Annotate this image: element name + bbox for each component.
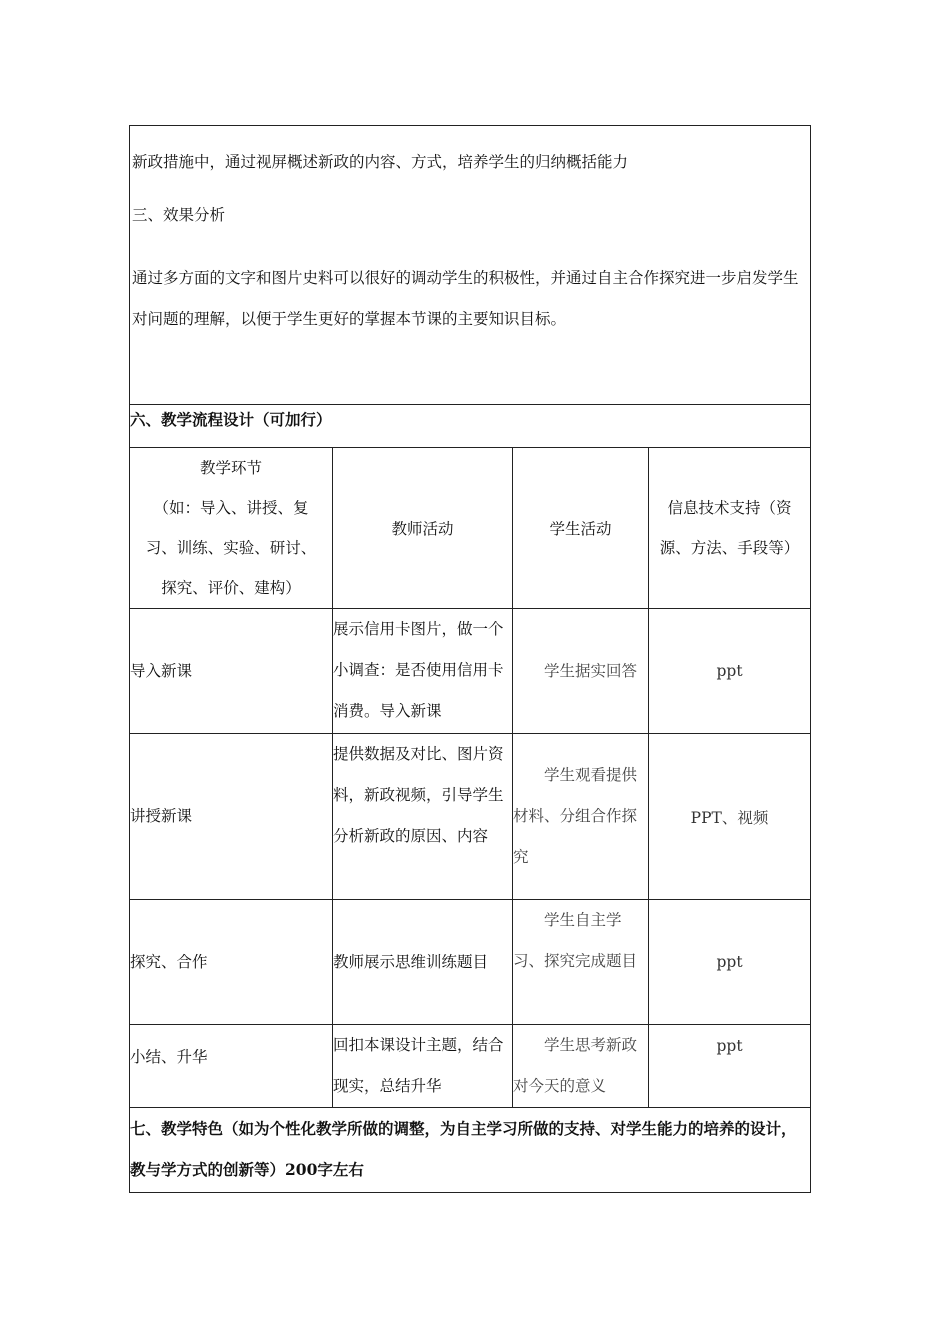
table-row bbox=[130, 900, 811, 1025]
row-teacher: 展示信用卡图片，做一个小调查：是否使用信用卡消费。导入新课 bbox=[333, 609, 513, 734]
section6-title: 六、教学流程设计（可加行） bbox=[130, 405, 811, 448]
header-stage-line4: 探究、评价、建构） bbox=[161, 579, 301, 597]
row-stage: 讲授新课 bbox=[130, 734, 333, 900]
header-teacher: 教师活动 bbox=[333, 448, 513, 609]
header-tech: 信息技术支持（资源、方法、手段等） bbox=[649, 448, 811, 609]
table-row bbox=[130, 609, 811, 734]
row-teacher: 回扣本课设计主题，结合现实，总结升华 bbox=[333, 1025, 513, 1108]
row-teacher: 提供数据及对比、图片资料，新政视频，引导学生分析新政的原因、内容 bbox=[333, 734, 513, 900]
row-student: 学生自主学习、探究完成题目 bbox=[513, 900, 649, 1025]
header-stage-line3: 习、训练、实验、研讨、 bbox=[145, 539, 317, 557]
row-tech: ppt bbox=[649, 1025, 811, 1108]
row-stage: 小结、升华 bbox=[130, 1025, 333, 1108]
row-tech: ppt bbox=[649, 900, 811, 1025]
table-header-row bbox=[130, 448, 811, 609]
row-stage: 导入新课 bbox=[130, 609, 333, 734]
header-stage-line2: （如：导入、讲授、复 bbox=[153, 499, 309, 517]
row-teacher: 教师展示思维训练题目 bbox=[333, 900, 513, 1025]
intro-cell bbox=[130, 126, 811, 405]
header-student: 学生活动 bbox=[513, 448, 649, 609]
section6-row bbox=[130, 405, 811, 448]
table-row bbox=[130, 734, 811, 900]
row-student: 学生观看提供材料、分组合作探究 bbox=[513, 734, 649, 900]
lesson-plan-table bbox=[129, 125, 811, 1193]
effect-analysis-text: 通过多方面的文字和图片史料可以很好的调动学生的积极性，并通过自主合作探究进一步启发学生对问题的理解，以便于学生更好的掌握本节课的主要知识目标。 bbox=[132, 269, 799, 328]
effect-analysis-heading: 三、效果分析 bbox=[132, 206, 226, 224]
row-tech: PPT、视频 bbox=[649, 734, 811, 900]
intro-paragraph-1: 新政措施中，通过视屏概述新政的内容、方式，培养学生的归纳概括能力 bbox=[132, 153, 629, 171]
row-student: 学生思考新政对今天的意义 bbox=[513, 1025, 649, 1108]
row-stage: 探究、合作 bbox=[130, 900, 333, 1025]
lesson-plan-document bbox=[129, 125, 810, 1193]
section7-title: 七、教学特色（如为个性化教学所做的调整，为自主学习所做的支持、对学生能力的培养的设计，教与学方式的创新等）200字左右 bbox=[130, 1108, 811, 1193]
header-stage-line1: 教学环节 bbox=[199, 459, 262, 477]
table-row bbox=[130, 1025, 811, 1108]
header-stage bbox=[130, 448, 333, 609]
section7-row bbox=[130, 1108, 811, 1193]
row-student: 学生据实回答 bbox=[513, 609, 649, 734]
row-tech: ppt bbox=[649, 609, 811, 734]
intro-row bbox=[130, 126, 811, 405]
